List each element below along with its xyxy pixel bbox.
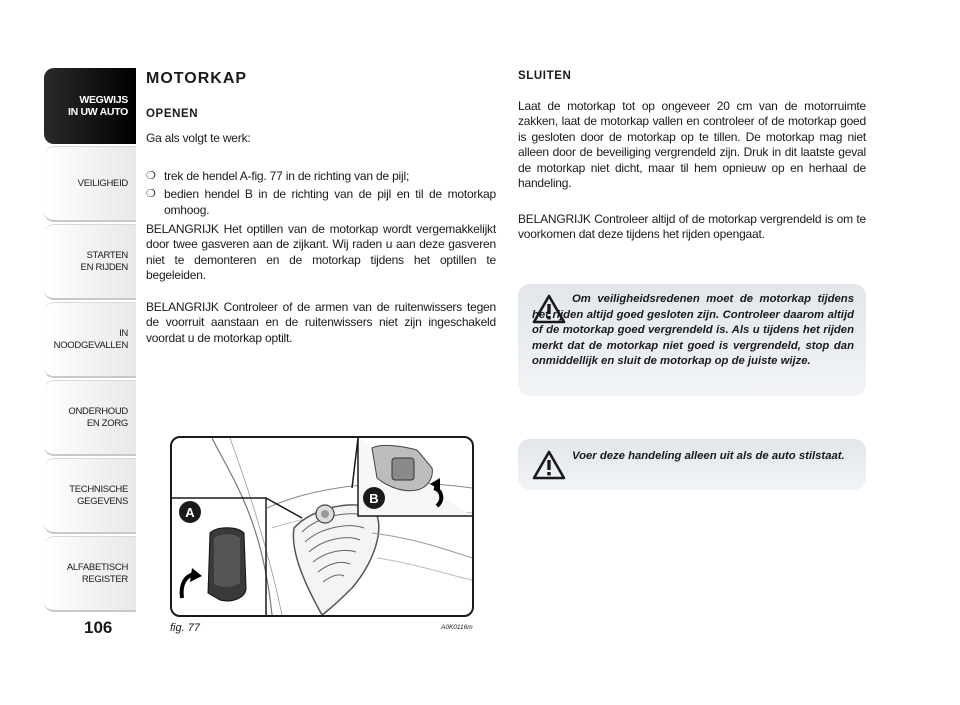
list-item (146, 169, 496, 184)
warning-box (518, 284, 866, 396)
figure-code: A0K0116m (441, 624, 473, 631)
tab-technische-gegevens[interactable]: TECHNISCHE GEGEVENS (44, 458, 136, 534)
closing-text: Laat de motorkap tot op ongeveer 20 cm van de motorruimte zakken, laat de motorkap vallen en controleer of de motorkap goed is gesloten door de motorkap op te tillen. De motorkap mag niet alleen door de beveiliging vergrendeld zijn. Druk in dit laatste geval de motorkap niet dicht, maar til hem opnieuw op en herhaal de handeling. (518, 99, 866, 191)
hood-illustration (172, 438, 472, 615)
bullet-icon: ❍ (146, 170, 156, 182)
callout-a-label: A (185, 505, 195, 520)
subsection-closing: SLUITEN (518, 70, 572, 82)
warning-text: Om veiligheidsredenen moet de motorkap tijdens het rijden altijd goed gesloten zijn. Controleer daarom altijd of de motorkap goed vergrendeld is. Als u tijdens het rijden merkt dat de motorkap niet goed is vergrendeld, stop dan onmiddellijk en sluit de motorkap op de juiste wijze. (532, 293, 854, 368)
intro-text: Ga als volgt te werk: (146, 131, 251, 145)
page-number: 106 (84, 618, 113, 637)
tab-alfabetisch-register[interactable]: ALFABETISCH REGISTER (44, 536, 136, 612)
warning-box (518, 439, 866, 490)
bullet-icon: ❍ (146, 188, 156, 201)
figure-caption: fig. 77 (170, 622, 200, 634)
tab-in-noodgevallen[interactable]: IN NOODGEVALLEN (44, 302, 136, 378)
list-item (146, 187, 496, 218)
step-text: trek de hendel A-fig. 77 in de richting van de pijl; (164, 169, 410, 183)
warning-text: Voer deze handeling alleen uit als de auto stilstaat. (572, 450, 845, 462)
tab-onderhoud-en-zorg[interactable]: ONDERHOUD EN ZORG (44, 380, 136, 456)
step-text: bedien hendel B in de richting van de pijl en til de motorkap omhoog. (164, 187, 496, 217)
tab-wegwijs[interactable]: WEGWIJS IN UW AUTO (44, 68, 136, 144)
tab-veiligheid[interactable]: VEILIGHEID (44, 146, 136, 222)
note-wipers: BELANGRIJK Controleer of de armen van de ruitenwissers tegen de voorruit aanstaan en de ruitenwissers niet zijn ingeschakeld voordat u de motorkap optilt. (146, 300, 496, 345)
step-list (146, 169, 496, 221)
tab-starten-en-rijden[interactable]: STARTEN EN RIJDEN (44, 224, 136, 300)
callout-b-label: B (369, 491, 379, 506)
figure-77 (170, 436, 474, 617)
section-title: MOTORKAP (146, 70, 248, 87)
warning-triangle-icon (532, 450, 566, 480)
subsection-opening: OPENEN (146, 108, 199, 120)
note-lock-check: BELANGRIJK Controleer altijd of de motorkap vergrendeld is om te voorkomen dat deze tijdens het rijden opengaat. (518, 212, 866, 242)
note-gas-springs: BELANGRIJK Het optillen van de motorkap wordt vergemakkelijkt door twee gasveren aan de zijkant. Wij raden u aan deze gasveren niet te demonteren en de motorkap tijdens het optillen te begeleiden. (146, 222, 496, 283)
